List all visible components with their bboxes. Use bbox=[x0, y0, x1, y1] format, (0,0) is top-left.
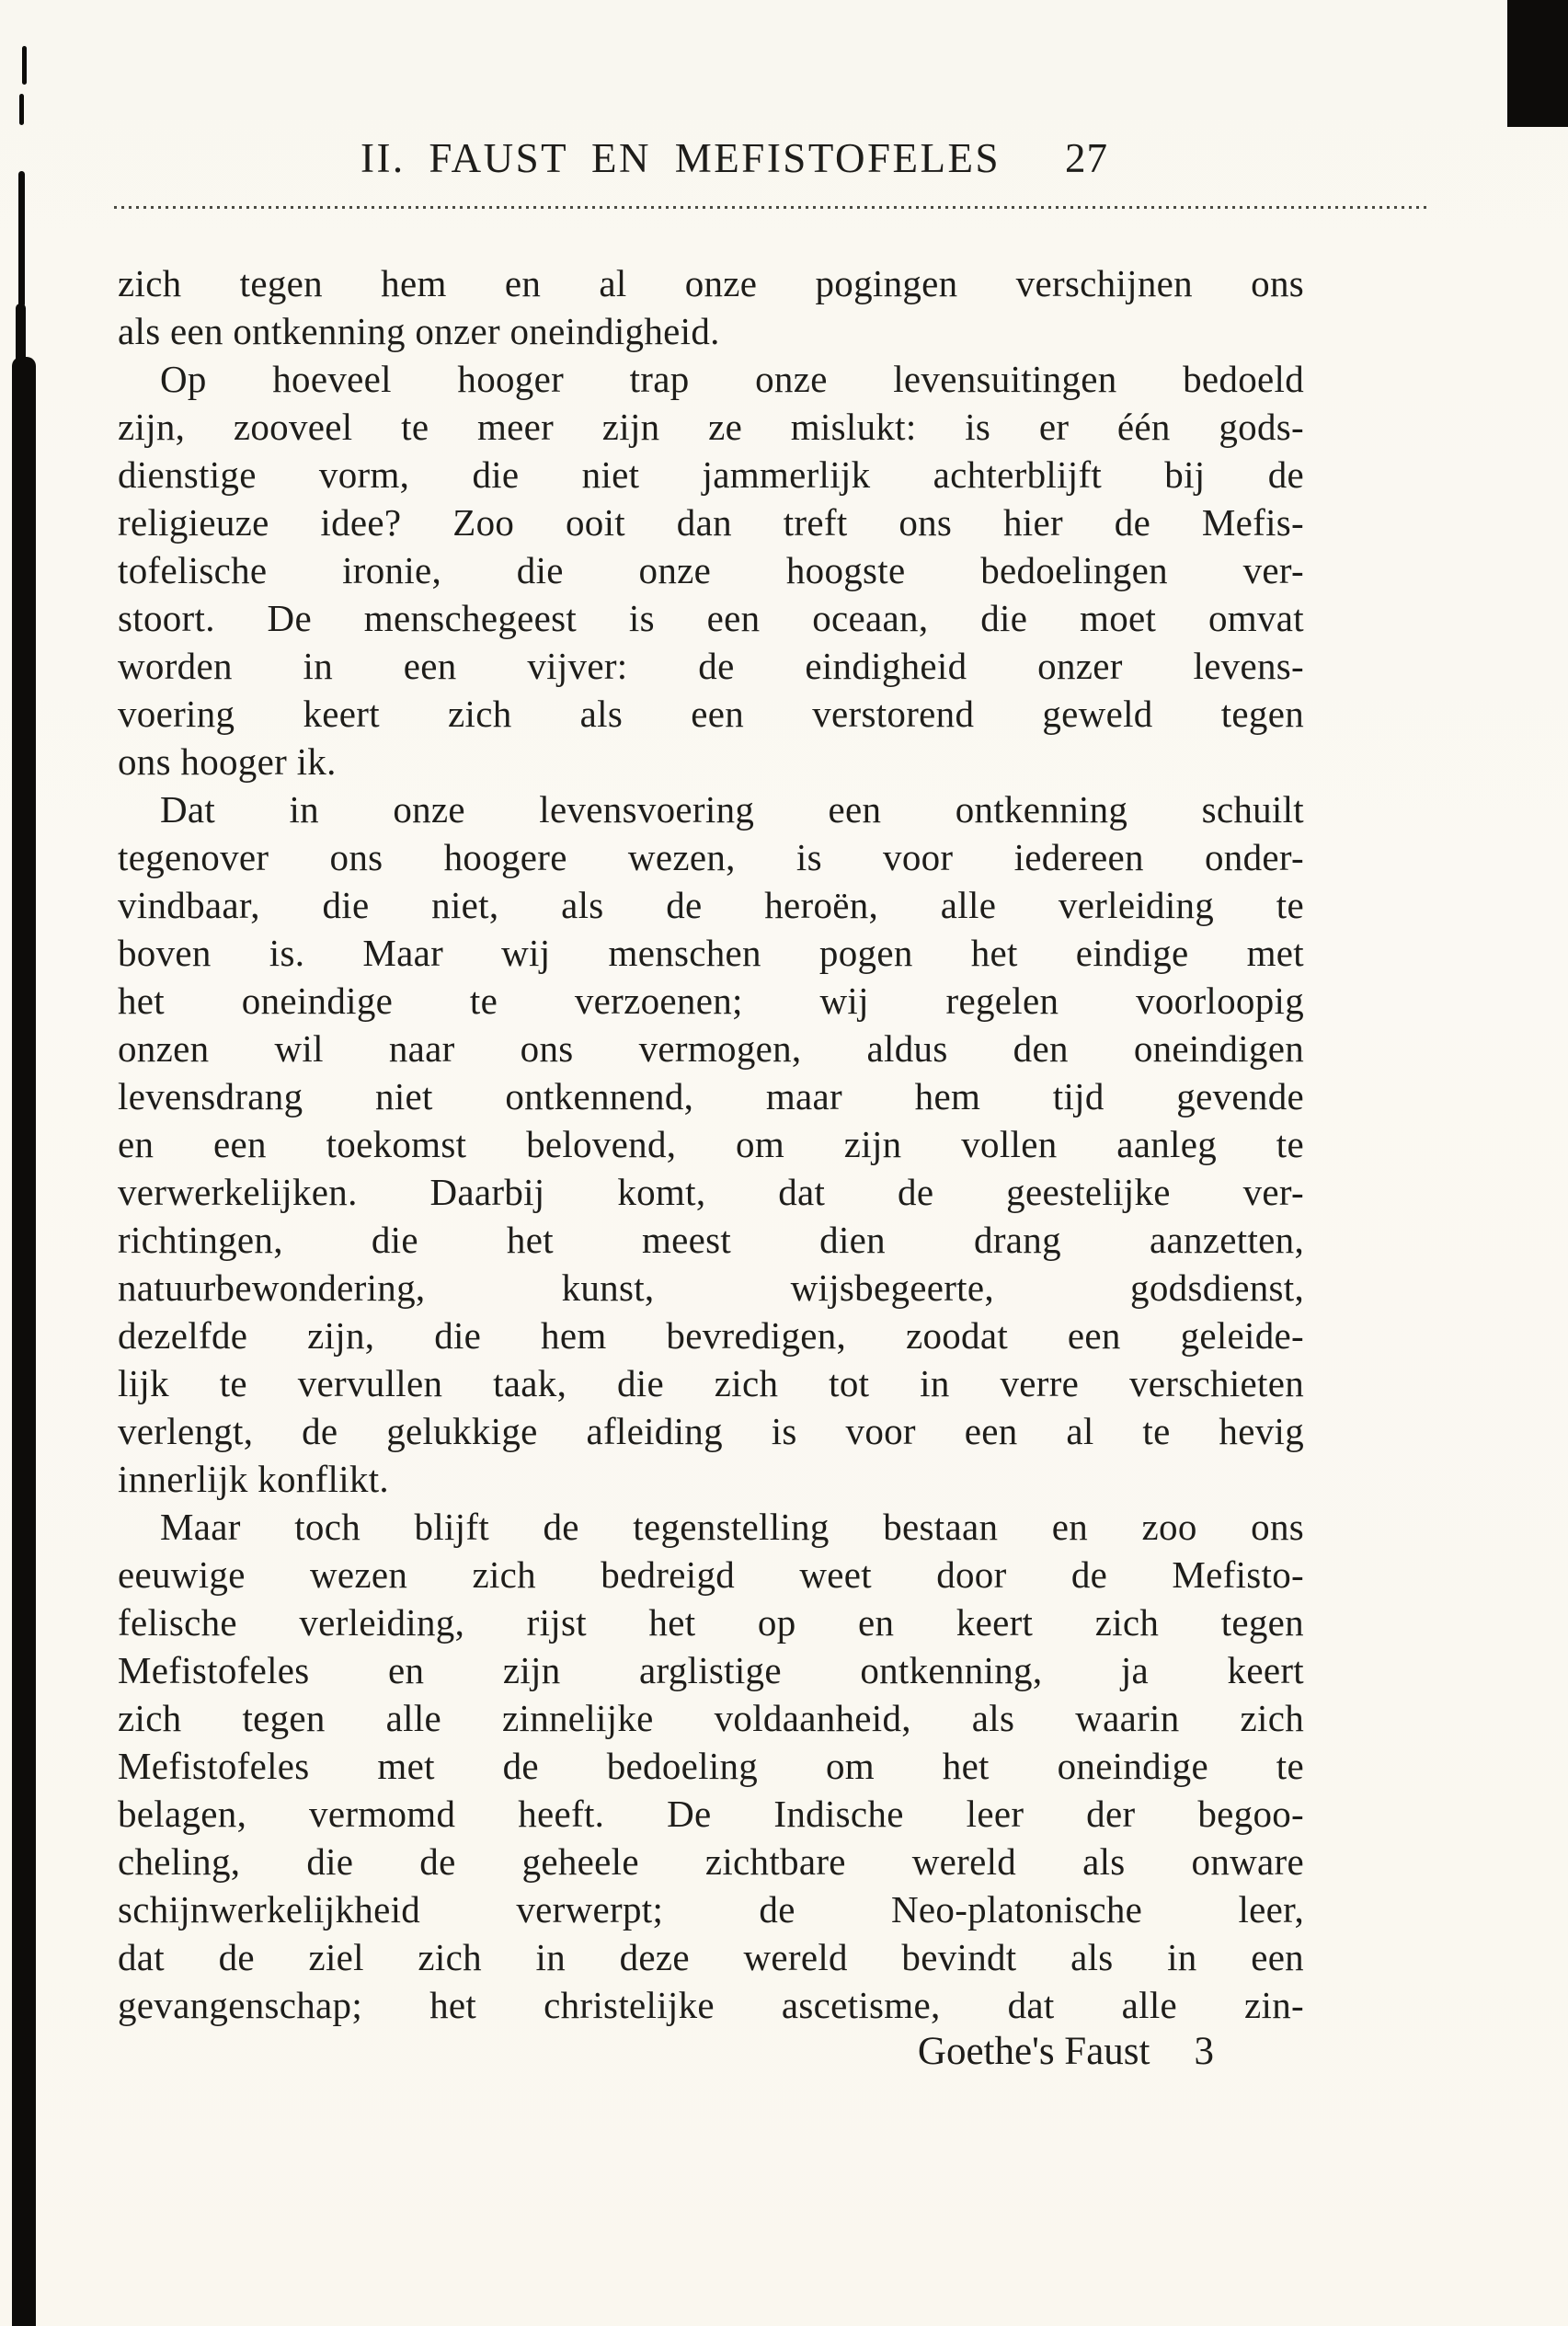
text-line: zich tegen hem en al onze pogingen verschijnen ons bbox=[118, 262, 1304, 304]
text-line: zich tegen alle zinnelijke voldaanheid, als waarin zich bbox=[118, 1697, 1304, 1739]
page-footer bbox=[118, 2029, 1214, 2074]
text-line: felische verleiding, rijst het op en keert zich tegen bbox=[118, 1601, 1304, 1644]
header-divider bbox=[114, 206, 1431, 209]
text-line: boven is. Maar wij menschen pogen het eindige met bbox=[118, 932, 1304, 974]
text-line: religieuze idee? Zoo ooit dan treft ons hier de Mefis- bbox=[118, 501, 1304, 544]
signature-number: 3 bbox=[1194, 2030, 1214, 2073]
text-line: cheling, die de geheele zichtbare wereld als onware bbox=[118, 1840, 1304, 1883]
text-line: dat de ziel zich in deze wereld bevindt als in een bbox=[118, 1936, 1304, 1978]
text-line: Dat in onze levensvoering een ontkenning schuilt bbox=[160, 788, 1304, 831]
text-line: tofelische ironie, die onze hoogste bedoelingen ver- bbox=[118, 549, 1304, 591]
text-line: als een ontkenning onzer oneindigheid. bbox=[118, 310, 720, 352]
text-line: en een toekomst belovend, om zijn vollen aanleg te bbox=[118, 1123, 1304, 1165]
text-line: verwerkelijken. Daarbij komt, dat de geestelijke ver- bbox=[118, 1171, 1304, 1213]
text-line: innerlijk konflikt. bbox=[118, 1458, 389, 1500]
text-line: natuurbewondering, kunst, wijsbegeerte, godsdienst, bbox=[118, 1266, 1304, 1309]
page-number: 27 bbox=[1065, 135, 1108, 181]
text-line: worden in een vijver: de eindigheid onzer levens- bbox=[118, 645, 1304, 687]
scan-artifact-line bbox=[18, 171, 25, 307]
chapter-title: II. FAUST EN MEFISTOFELES bbox=[360, 135, 1001, 181]
text-line: onzen wil naar ons vermogen, aldus den oneindigen bbox=[118, 1027, 1304, 1070]
binding-shadow-bar bbox=[12, 357, 36, 2326]
scan-artifact-mark bbox=[19, 94, 24, 125]
text-line: dezelfde zijn, die hem bevredigen, zoodat een geleide- bbox=[118, 1314, 1304, 1357]
text-line: lijk te vervullen taak, die zich tot in verre verschieten bbox=[118, 1362, 1304, 1404]
text-line: richtingen, die het meest dien drang aanzetten, bbox=[118, 1219, 1304, 1261]
text-line: levensdrang niet ontkennend, maar hem tijd gevende bbox=[118, 1075, 1304, 1117]
text-line: Mefistofeles en zijn arglistige ontkenning, ja keert bbox=[118, 1649, 1304, 1691]
scan-corner-block bbox=[1507, 0, 1568, 127]
text-line: dienstige vorm, die niet jammerlijk achterblijft bij de bbox=[118, 453, 1304, 496]
book-signature: Goethe's Faust bbox=[917, 2030, 1150, 2073]
text-line: zijn, zooveel te meer zijn ze mislukt: is er één gods- bbox=[118, 406, 1304, 448]
scan-artifact-mark bbox=[22, 46, 27, 85]
text-line: vindbaar, die niet, als de heroën, alle verleiding te bbox=[118, 884, 1304, 926]
text-line: Maar toch blijft de tegenstelling bestaan en zoo ons bbox=[160, 1506, 1304, 1548]
body-text bbox=[118, 259, 1304, 2029]
text-line: gevangenschap; het christelijke ascetisme, dat alle zin- bbox=[118, 1984, 1304, 2026]
text-line: belagen, vermomd heeft. De Indische leer der begoo- bbox=[118, 1793, 1304, 1835]
text-line: tegenover ons hoogere wezen, is voor iedereen onder- bbox=[118, 836, 1304, 878]
text-line: ons hooger ik. bbox=[118, 740, 337, 783]
text-line: eeuwige wezen zich bedreigd weet door de Mefisto- bbox=[118, 1553, 1304, 1596]
text-line: verlengt, de gelukkige afleiding is voor een al te hevig bbox=[118, 1410, 1304, 1452]
text-line: Op hoeveel hooger trap onze levensuitingen bedoeld bbox=[160, 358, 1304, 400]
text-line: het oneindige te verzoenen; wij regelen voorloopig bbox=[118, 980, 1304, 1022]
text-line: stoort. De menschegeest is een oceaan, die moet omvat bbox=[118, 597, 1304, 639]
text-line: Mefistofeles met de bedoeling om het oneindige te bbox=[118, 1745, 1304, 1787]
text-line: schijnwerkelijkheid verwerpt; de Neo-platonische leer, bbox=[118, 1888, 1304, 1931]
scan-artifact-line bbox=[16, 304, 26, 362]
text-line: voering keert zich als een verstorend geweld tegen bbox=[118, 693, 1304, 735]
